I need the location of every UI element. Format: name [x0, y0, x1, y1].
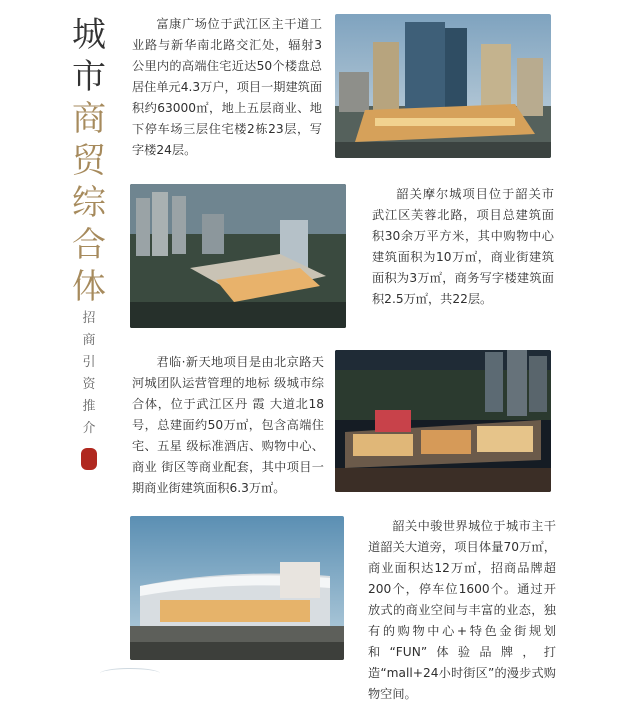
decorative-arc: [100, 668, 160, 679]
subtitle-char: 招: [82, 311, 96, 326]
project-fukang-photo: [335, 14, 551, 158]
title-char: 综: [72, 183, 106, 223]
project-junlin-photo: [335, 350, 551, 492]
subtitle-char: 推: [82, 399, 96, 414]
project-zhongjun-text: 韶关中骏世界城位于城市主干道韶关大道旁，项目体量70万㎡，商业面积达12万㎡，招商品牌超200个，停车位1600个。通过开放式的商业空间与丰富的业态，独有的购物中心+特色金街规划和“FUN”体验品牌，打造“mall+24小时街区”的漫步式购物空间。: [368, 519, 556, 701]
project-mall-city-text: 韶关摩尔城项目位于韶关市武江区芙蓉北路，项目总建筑面积30余万平方米，其中购物中心建筑面积为10万㎡，商业街建筑面积为3万㎡，商务写字楼建筑面积2.5万㎡，共22层。: [372, 187, 554, 306]
title-char: 城: [72, 15, 106, 55]
subtitle-char: 商: [82, 333, 96, 348]
title-char: 体: [72, 267, 106, 307]
vertical-title: [66, 14, 112, 470]
project-mall-city-photo: [130, 184, 346, 328]
title-char: 合: [72, 225, 106, 265]
title-char: 贸: [72, 141, 106, 181]
title-char: 商: [72, 99, 106, 139]
project-junlin-text: 君临·新天地项目是由北京路天河城团队运营管理的地标 级城市综合体，位于武江区丹 霞 大道北18号，总建面约50万㎡，包含高端住宅、五星 级标准酒店、购物中心、商业 街区等商业配套，其中项目一 期商业街建筑面积6.3万㎡。: [132, 355, 324, 495]
red-seal-icon: [81, 448, 97, 470]
title-char: 市: [72, 57, 106, 97]
project-zhongjun-photo: [130, 516, 344, 660]
subtitle-char: 介: [82, 421, 96, 436]
subtitle-char: 资: [82, 377, 96, 392]
subtitle-char: 引: [82, 355, 96, 370]
project-fukang-text: 富康广场位于武江区主干道工业路与新华南北路交汇处，辐射3公里内的高端住宅近达50个楼盘总居住单元4.3万户，项目一期建筑面积约63000㎡，地上五层商业、地下停车场三层住宅楼2栋23层，写字楼24层。: [132, 17, 323, 157]
